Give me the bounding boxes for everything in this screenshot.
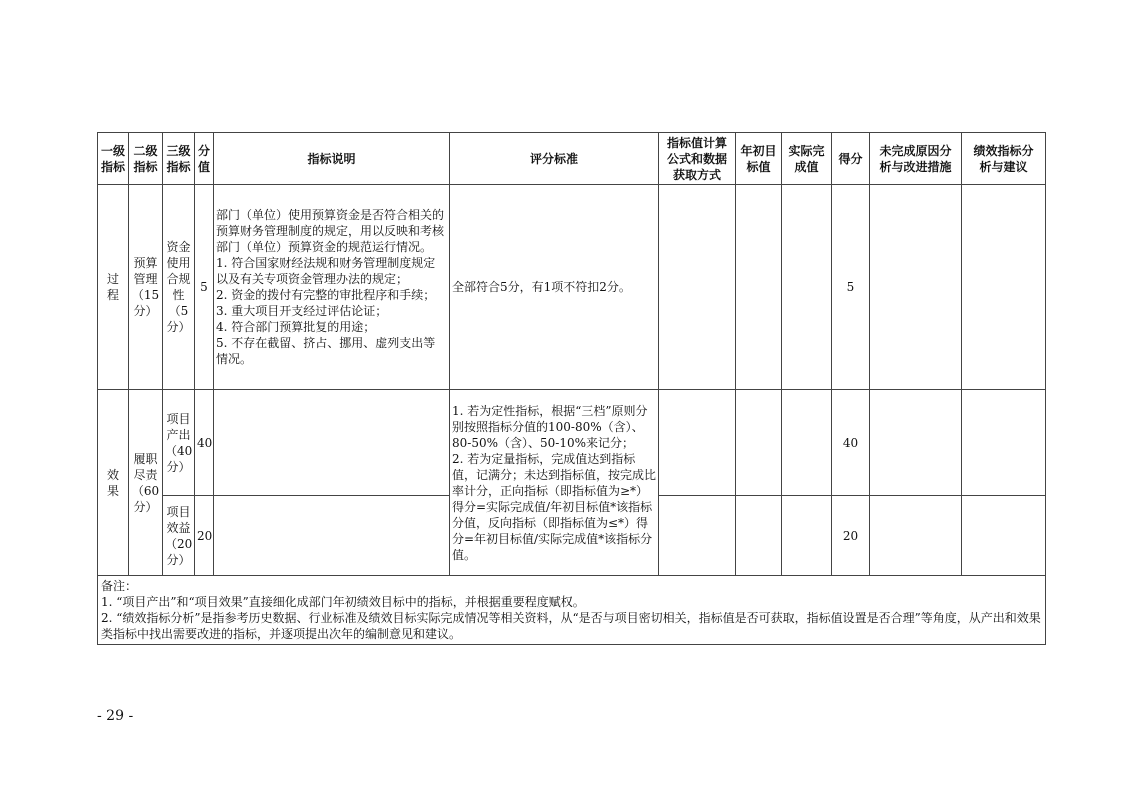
header-level2: 二级 指标	[129, 133, 163, 185]
benefit-level3: 项目 效益 （20 分）	[163, 496, 195, 576]
process-criteria: 全部符合5分，有1项不符扣2分。	[450, 185, 659, 390]
output-target-cell	[736, 390, 782, 496]
process-level1: 过 程	[98, 185, 129, 390]
effect-level1: 效 果	[98, 390, 129, 576]
output-description-cell	[214, 390, 450, 496]
effect-level2: 履职 尽责 （60 分）	[129, 390, 163, 576]
header-criteria: 评分标准	[450, 133, 659, 185]
header-level1: 一级 指标	[98, 133, 129, 185]
benefit-actual-cell	[782, 496, 832, 576]
output-actual-cell	[782, 390, 832, 496]
output-value: 40	[195, 390, 214, 496]
effect-output-row	[98, 390, 1046, 496]
process-reason-cell	[870, 185, 962, 390]
header-reason: 未完成原因分 析与改进措施	[870, 133, 962, 185]
benefit-analysis-cell	[962, 496, 1046, 576]
process-formula-cell	[659, 185, 736, 390]
output-reason-cell	[870, 390, 962, 496]
header-score-value: 分 值	[195, 133, 214, 185]
process-level3: 资金 使用 合规 性 （5 分）	[163, 185, 195, 390]
process-target-cell	[736, 185, 782, 390]
benefit-score: 20	[832, 496, 870, 576]
note-2: 2. “绩效指标分析”是指参考历史数据、行业标准及绩效目标实际完成情况等相关资料，从“是否与项目密切相关，指标值是否可获取，指标值设置是否合理”等角度，从产出和效果类指标中找出需要改进的指标，并逐项提出次年的编制意见和建议。	[101, 611, 1041, 641]
process-value: 5	[195, 185, 214, 390]
benefit-target-cell	[736, 496, 782, 576]
output-formula-cell	[659, 390, 736, 496]
benefit-description-cell	[214, 496, 450, 576]
effect-criteria: 1. 若为定性指标，根据“三档”原则分别按照指标分值的100-80%（含）、80-50%（含）、50-10%来记分； 2. 若为定量指标，完成值达到指标值，记满分；未达到指标值，按完成比率计分，正向指标（即指标值为≥*）得分=实际完成值/年初目标值*该指标分值，反向指标（即指标值为≤*）得分=年初目标值/实际完成值*该指标分值。	[450, 390, 659, 576]
process-actual-cell	[782, 185, 832, 390]
header-row	[98, 133, 1046, 185]
header-analysis: 绩效指标分 析与建议	[962, 133, 1046, 185]
header-target: 年初目 标值	[736, 133, 782, 185]
header-actual: 实际完 成值	[782, 133, 832, 185]
header-level3: 三级 指标	[163, 133, 195, 185]
note-1: 1. “项目产出”和“项目效果”直接细化成部门年初绩效目标中的指标，并根据重要程度赋权。	[101, 595, 585, 609]
header-description: 指标说明	[214, 133, 450, 185]
header-score: 得分	[832, 133, 870, 185]
performance-table	[97, 132, 1046, 645]
process-level2: 预算 管理 （15 分）	[129, 185, 163, 390]
output-score: 40	[832, 390, 870, 496]
output-analysis-cell	[962, 390, 1046, 496]
benefit-formula-cell	[659, 496, 736, 576]
process-row	[98, 185, 1046, 390]
notes-row	[98, 576, 1046, 645]
process-analysis-cell	[962, 185, 1046, 390]
benefit-value: 20	[195, 496, 214, 576]
process-score: 5	[832, 185, 870, 390]
notes-cell	[98, 576, 1046, 645]
output-level3: 项目 产出 （40 分）	[163, 390, 195, 496]
header-formula: 指标值计算 公式和数据 获取方式	[659, 133, 736, 185]
process-description: 部门（单位）使用预算资金是否符合相关的预算财务管理制度的规定，用以反映和考核部门（单位）预算资金的规范运行情况。 1. 符合国家财经法规和财务管理制度规定以及有关专项资金管理办法的规定； 2. 资金的拨付有完整的审批程序和手续； 3. 重大项目开支经过评估论证； 4. 符合部门预算批复的用途； 5. 不存在截留、挤占、挪用、虚列支出等情况。	[214, 185, 450, 390]
notes-title: 备注：	[101, 579, 138, 593]
page-number: - 29 -	[97, 708, 134, 724]
benefit-reason-cell	[870, 496, 962, 576]
